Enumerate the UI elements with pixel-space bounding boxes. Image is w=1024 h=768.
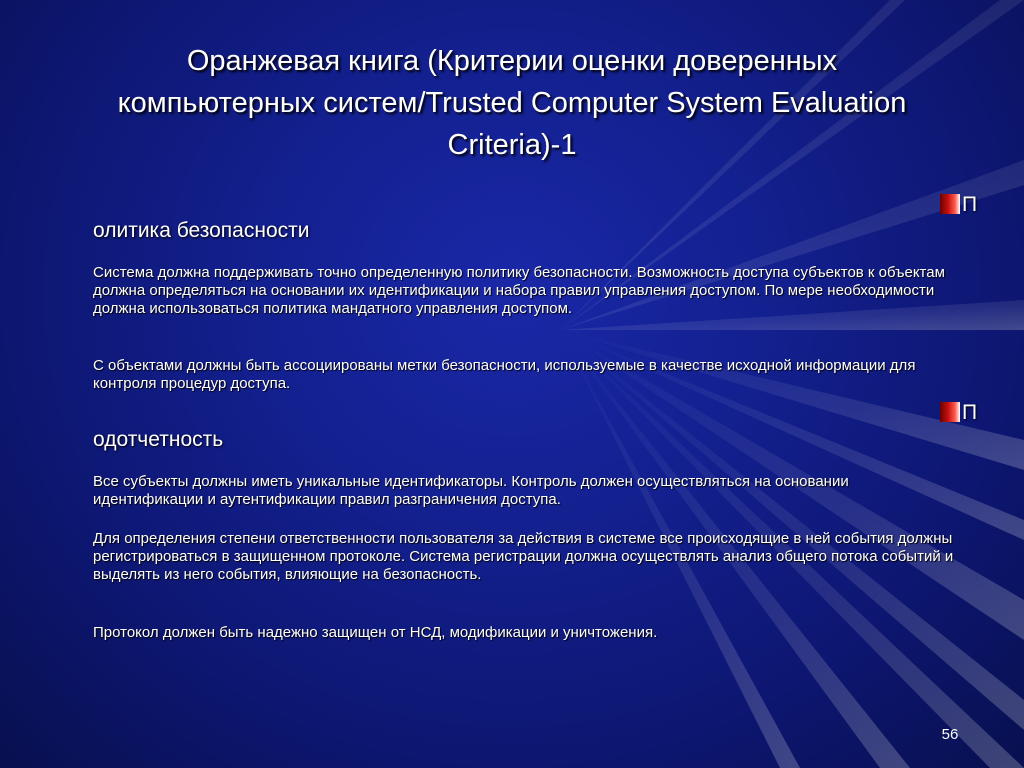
section-bullet (940, 400, 984, 426)
bullet-letter: П (962, 193, 978, 216)
red-square-bullet-icon (940, 194, 960, 214)
page-number: 56 (941, 726, 959, 743)
section-paragraph: Для определения степени ответственности пользователя за действия в системе все происходящие в ней события должны регистрироваться в защищенном протоколе. Система регистрации должна осуществлять анализ общего потока событий и выделять из него события, влияющие на безопасность. (93, 530, 954, 583)
section-bullet (940, 192, 984, 218)
section-paragraph: С объектами должны быть ассоциированы метки безопасности, используемые в качестве исходной информации для контроля процедур доступа. (93, 357, 916, 392)
section-heading-accountability: одотчетность (93, 428, 224, 451)
red-square-bullet-icon (940, 402, 960, 422)
section-paragraph: Протокол должен быть надежно защищен от НСД, модификации и уничтожения. (93, 624, 658, 641)
section-paragraph: Все субъекты должны иметь уникальные идентификаторы. Контроль должен осуществляться на основании идентификации и аутентификации правил разграничения доступа. (93, 473, 849, 508)
bullet-letter: П (962, 401, 978, 424)
slide-title: Оранжевая книга (Критерии оценки доверенных компьютерных систем/Trusted Computer System Evaluation Criteria)-1 (117, 45, 907, 161)
section-heading-policy: олитика безопасности (93, 219, 310, 242)
section-paragraph: Система должна поддерживать точно определенную политику безопасности. Возможность доступа субъектов к объектам должна определяться на основании их идентификации и набора правил управления доступом. По мере необходимости должна использоваться политика мандатного управления доступом. (93, 264, 945, 317)
